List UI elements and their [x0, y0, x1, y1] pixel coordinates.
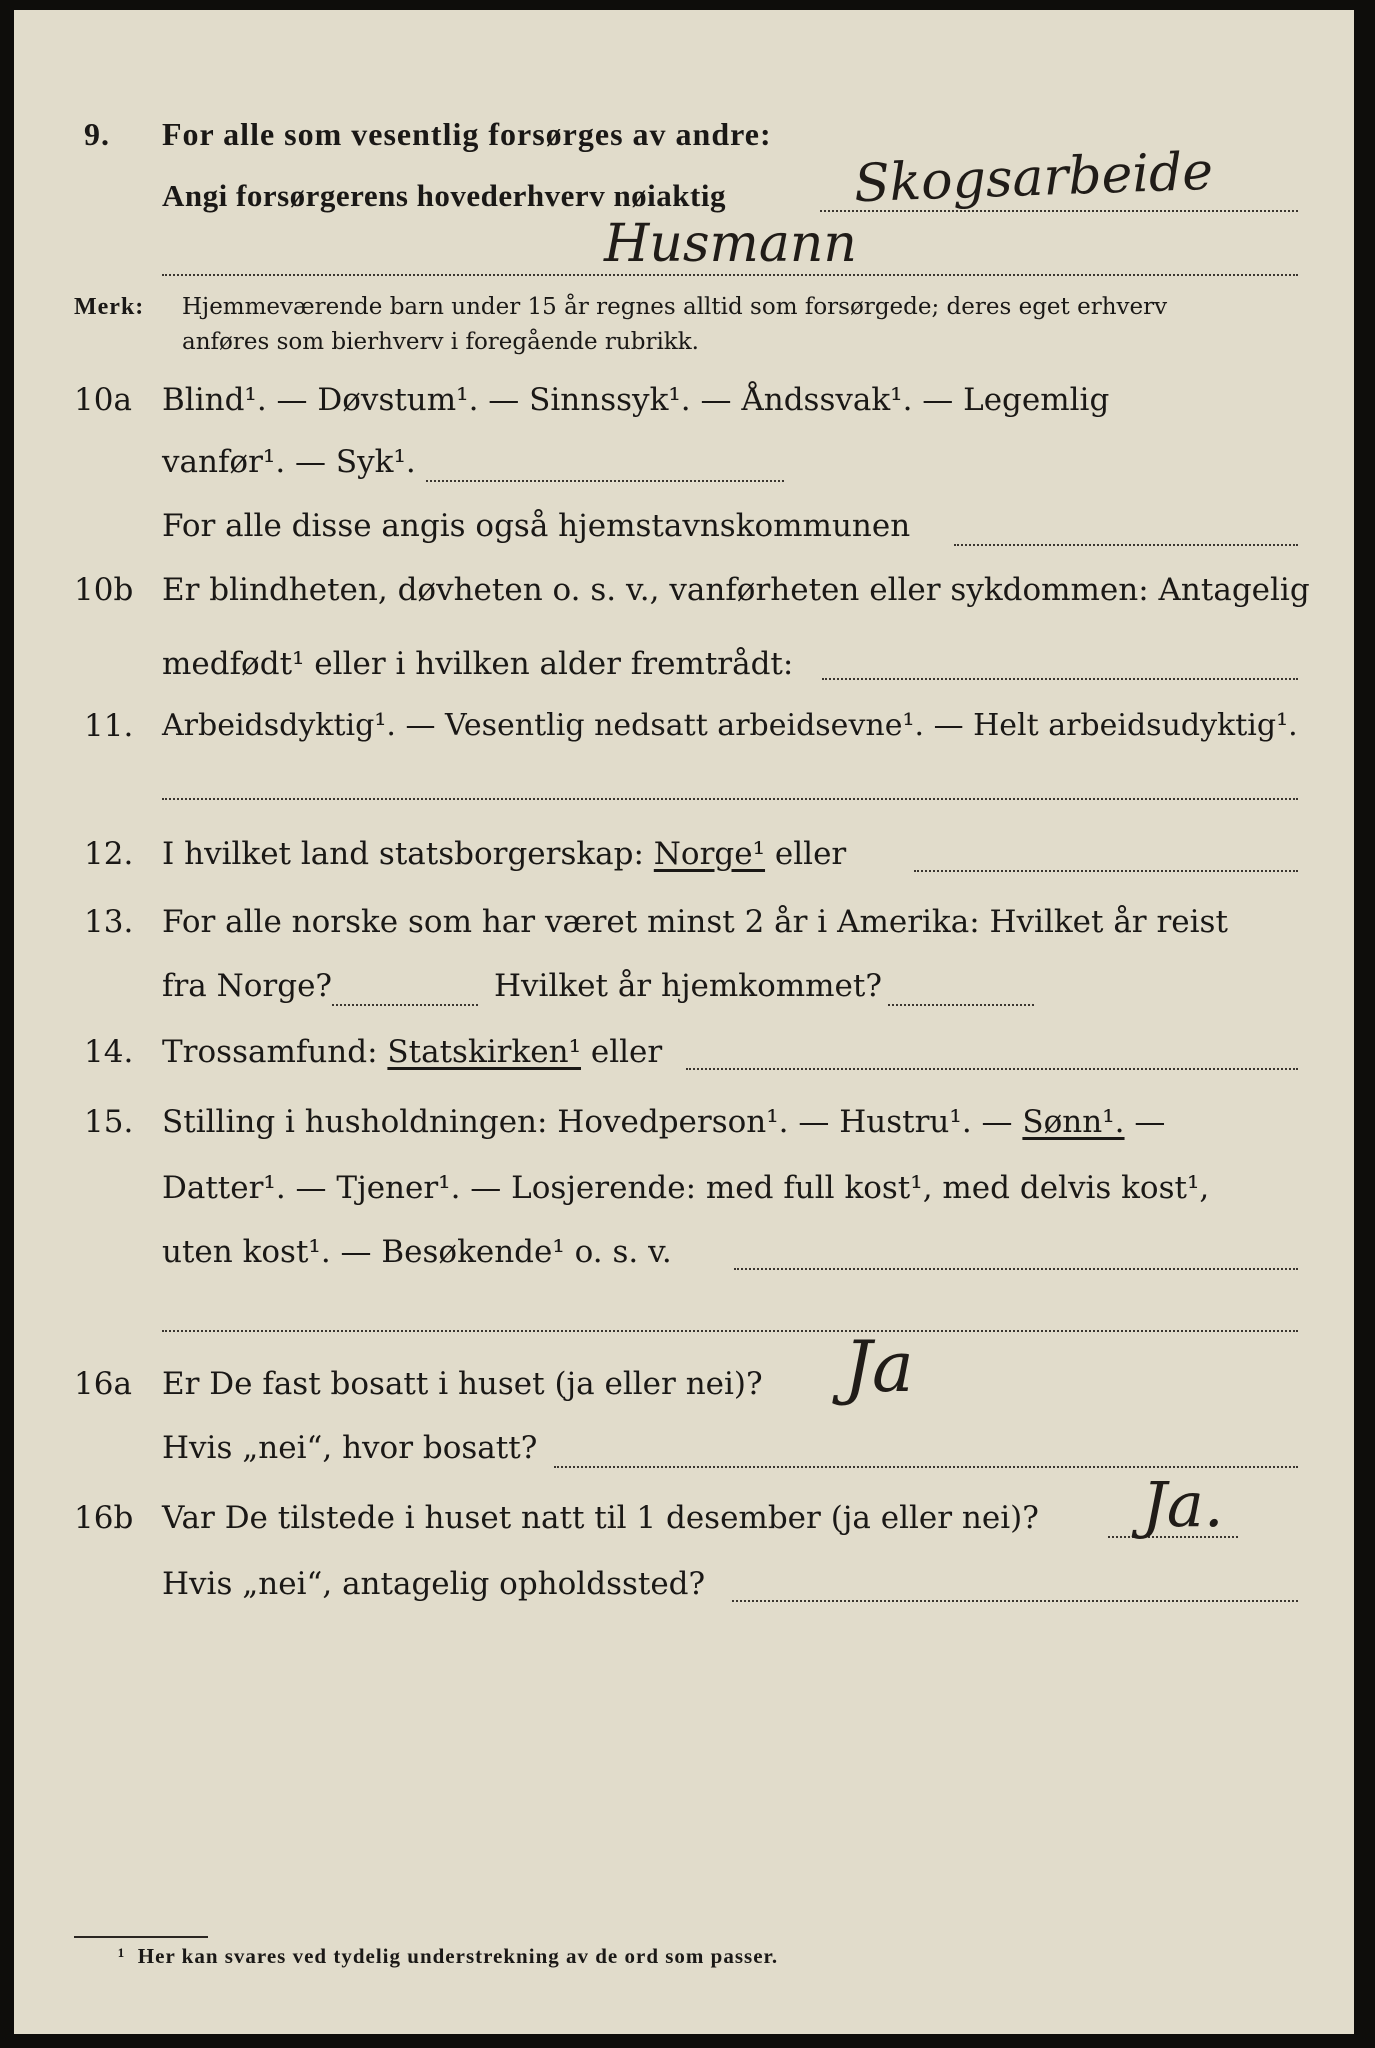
q13-line1: For alle norske som har været minst 2 år i Amerika: Hvilket år reist [162, 904, 1228, 940]
census-form-page [14, 10, 1354, 2034]
q10b-number: 10b [74, 572, 134, 608]
merk-line2: anføres som bierhverv i foregående rubrikk. [182, 329, 699, 355]
q10a-line3: For alle disse angis også hjemstavnskommunen [162, 508, 911, 544]
q14-number: 14. [84, 1034, 134, 1070]
q16b-line1: Var De tilstede i huset natt til 1 desember (ja eller nei)? [162, 1500, 1039, 1536]
q9-line1: For alle som vesentlig forsørges av andre: [162, 116, 772, 152]
q10b-line1: Er blindheten, døvheten o. s. v., vanførheten eller sykdommen: Antagelig [162, 572, 1310, 608]
q16a-line1: Er De fast bosatt i huset (ja eller nei)? [162, 1366, 763, 1402]
footnote-rule [74, 1936, 208, 1938]
q10a-line1: Blind¹. — Døvstum¹. — Sinnssyk¹. — Åndssvak¹. — Legemlig [162, 382, 1110, 418]
q14-answer-line [686, 1068, 1298, 1070]
q15-number: 15. [84, 1104, 134, 1140]
q13-hjemkommet-line [888, 1004, 1034, 1006]
q12-number: 12. [84, 836, 134, 872]
q14-underlined-answer: Statskirken¹ [387, 1034, 581, 1070]
q16a-handwritten-answer: Ja [844, 1326, 914, 1408]
q10b-answer-line [822, 678, 1298, 680]
q13-line2b: Hvilket år hjemkommet? [494, 968, 882, 1004]
q14-line [162, 1032, 662, 1072]
q11-number: 11. [84, 708, 134, 744]
footnote-text: Her kan svares ved tydelig understrekning av de ord som passer. [137, 1944, 779, 1968]
q16b-opholdssted-line [732, 1600, 1298, 1602]
q16b-number: 16b [74, 1500, 134, 1536]
q12-line [162, 834, 846, 874]
q12-prefix: I hvilket land statsborgerskap: [162, 836, 644, 872]
q16b-line2: Hvis „nei“, antagelig opholdssted? [162, 1566, 706, 1602]
q10a-number: 10a [74, 382, 132, 418]
q9-answer-line2 [162, 274, 1298, 276]
q14-prefix: Trossamfund: [162, 1034, 378, 1070]
q9-handwritten-answer1: Skogsarbeide [853, 141, 1214, 215]
q14-suffix: eller [590, 1034, 663, 1070]
q15-line2: Datter¹. — Tjener¹. — Losjerende: med full kost¹, med delvis kost¹, [162, 1170, 1210, 1206]
q9-line2: Angi forsørgerens hovederhverv nøiaktig [162, 178, 726, 213]
q15-line1: Stilling i husholdningen: Hovedperson¹. — Hustru¹. — Sønn¹. — [162, 1104, 1166, 1140]
q15-answer-line [734, 1268, 1298, 1270]
q15-extra-line [162, 1330, 1298, 1332]
q12-answer-line [914, 870, 1298, 872]
q12-suffix: eller [774, 836, 847, 872]
merk-line1: Hjemmeværende barn under 15 år regnes alltid som forsørgede; deres eget erhverv [182, 294, 1168, 320]
q16b-handwritten-answer: Ja. [1142, 1468, 1224, 1541]
q10a-kommune-line [954, 544, 1298, 546]
q9-number: 9. [84, 116, 110, 152]
q10a-line2: vanfør¹. — Syk¹. [162, 444, 416, 480]
merk-label: Merk: [74, 294, 145, 320]
q12-underlined-answer: Norge¹ [653, 836, 766, 872]
q15-underlined-answer: Sønn¹. [1022, 1104, 1125, 1140]
q10a-answer-line [426, 480, 784, 482]
q9-handwritten-answer2: Husmann [604, 214, 857, 274]
q13-reist-line [332, 1004, 478, 1006]
footnote-mark: ¹ [118, 1944, 126, 1968]
q16a-number: 16a [74, 1366, 132, 1402]
q13-number: 13. [84, 904, 134, 940]
q10b-line2: medfødt¹ eller i hvilken alder fremtrådt: [162, 646, 794, 682]
q15-line3: uten kost¹. — Besøkende¹ o. s. v. [162, 1234, 672, 1270]
q11-answer-line [162, 798, 1298, 800]
q11-line1: Arbeidsdyktig¹. — Vesentlig nedsatt arbeidsevne¹. — Helt arbeidsudyktig¹. [162, 708, 1298, 743]
q16a-line2: Hvis „nei“, hvor bosatt? [162, 1430, 538, 1466]
q13-line2a: fra Norge? [162, 968, 333, 1004]
footnote [118, 1942, 778, 1970]
